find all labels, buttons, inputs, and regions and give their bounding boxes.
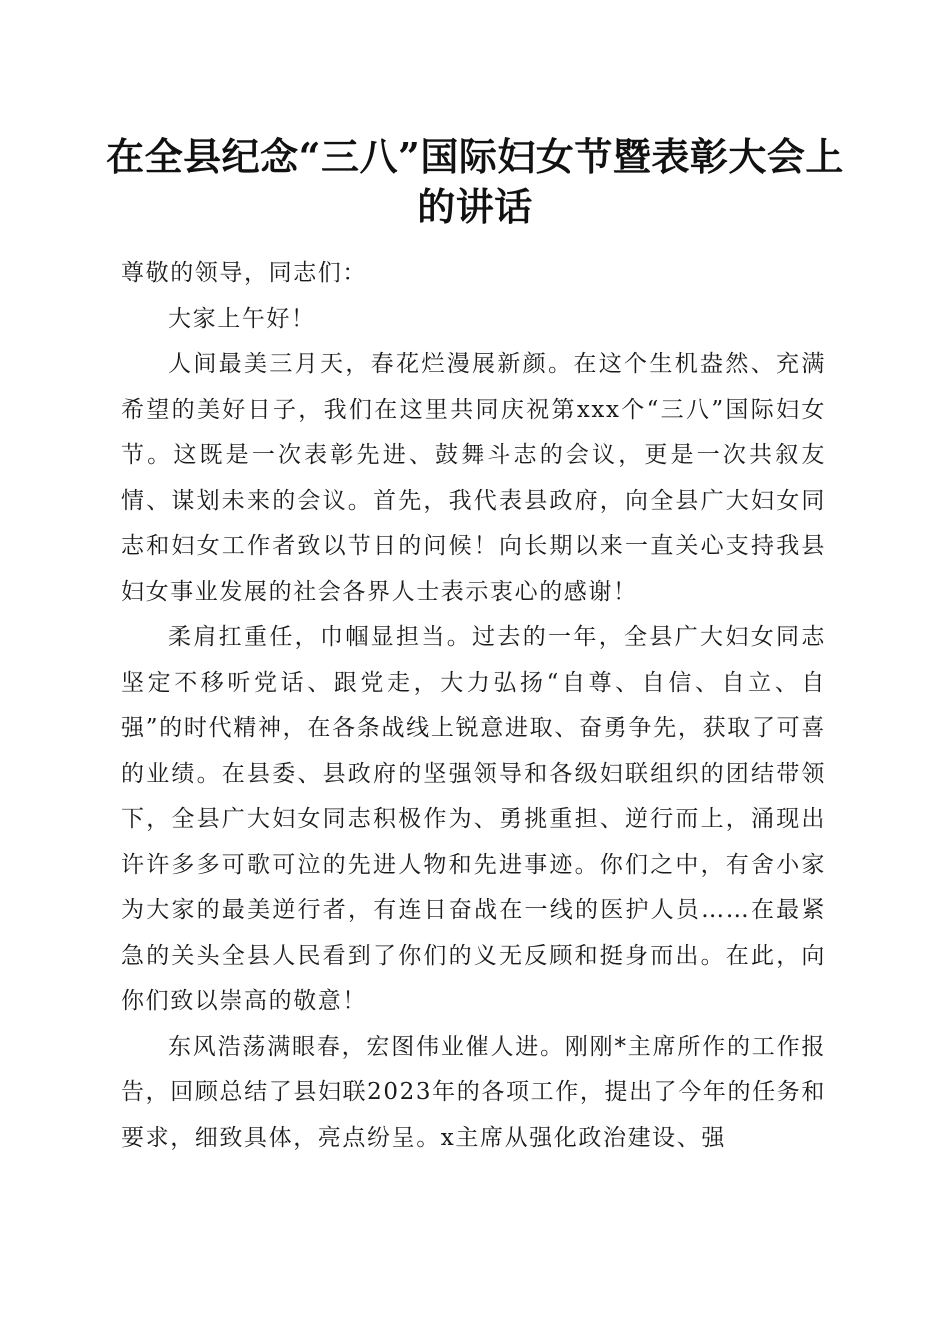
paragraph-opening: 人间最美三月天，春花烂漫展新颜。在这个生机盎然、充满希望的美好日子，我们在这里共同庆祝第xxx个“三八”国际妇女节。这既是一次表彰先进、鼓舞斗志的会议，更是一次共叙友情、谋划未来的会议。首先，我代表县政府，向全县广大妇女同志和妇女工作者致以节日的问候！向长期以来一直关心支持我县妇女事业发展的社会各界人士表示衷心的感谢！: [121, 351, 826, 605]
salutation: 尊敬的领导，同志们：: [121, 260, 367, 286]
document-title: 在全县纪念“三八”国际妇女节暨表彰大会上的讲话: [106, 134, 844, 229]
paragraph-achievements: 柔肩扛重任，巾帼显担当。过去的一年，全县广大妇女同志坚定不移听党话、跟党走，大力弘扬“自尊、自信、自立、自强”的时代精神，在各条战线上锐意进取、奋勇争先，获取了可喜的业绩。在县委、县政府的坚强领导和各级妇联组织的团结带领下，全县广大妇女同志积极作为、勇挑重担、逆行而上，涌现出许许多多可歌可泣的先进人物和先进事迹。你们之中，有舍小家为大家的最美逆行者，有连日奋战在一线的医护人员……在最紧急的关头全县人民看到了你们的义无反顾和挺身而出。在此，向你们致以崇高的敬意！: [121, 624, 826, 1014]
paragraph-report: 东风浩荡满眼春，宏图伟业催人进。刚刚*主席所作的工作报告，回顾总结了县妇联2023年的各项工作，提出了今年的任务和要求，细致具体，亮点纷呈。x主席从强化政治建设、强: [121, 1033, 826, 1151]
paragraph-greeting: 大家上午好！: [168, 305, 316, 332]
document-body: [121, 251, 826, 1161]
